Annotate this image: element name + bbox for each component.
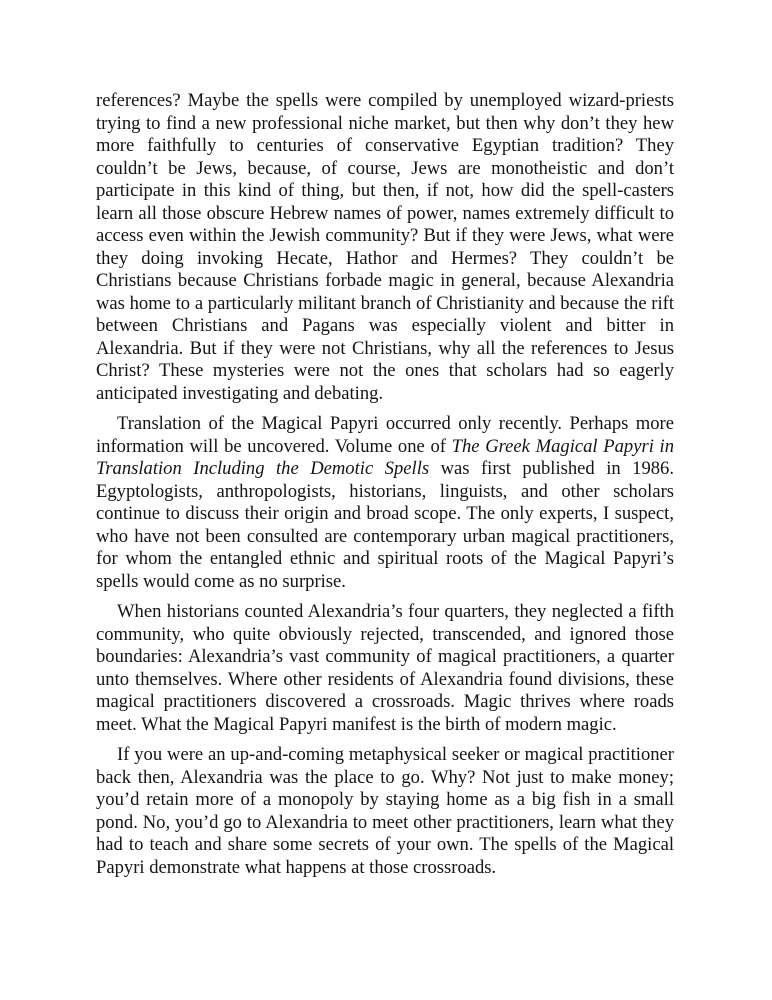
paragraph-text-before-title: Translation of the Magical Papyri occurred only recently. Perhaps more information will be uncovered. Volume one of bbox=[96, 413, 674, 457]
paragraph-text: When historians counted Alexandria’s four quarters, they neglected a fifth community, who quite obviously rejected, transcended, and ignored those boundaries: Alexandria’s vast community of magical practitioners, a quarter unto themselves. Where other residents of Alexandria found divisions, these magical practitioners discovered a crossroads. Magic thrives where roads meet. What the Magical Papyri manifest is the birth of modern magic. bbox=[96, 601, 674, 735]
page-body bbox=[96, 90, 674, 887]
paragraph-quarters bbox=[96, 601, 674, 736]
paragraph-translation bbox=[96, 413, 674, 593]
paragraph-text-after-title: was first published in 1986. Egyptologists, anthropologists, historians, linguists, and other scholars continue to discuss their origin and broad scope. The only experts, I suspect, who have not been consulted are contemporary urban magical practitioners, for whom the entangled ethnic and spiritual roots of the Magical Papyri’s spells would come as no surprise. bbox=[96, 458, 674, 592]
paragraph-text: references? Maybe the spells were compiled by unemployed wizard-priests trying to find a new professional niche market, but then why don’t they hew more faithfully to centuries of conservative Egyptian tradition? They couldn’t be Jews, because, of course, Jews are monotheistic and don’t participate in this kind of thing, but then, if not, how did the spell-casters learn all those obscure Hebrew names of power, names extremely difficult to access even within the Jewish community? But if they were Jews, what were they doing invoking Hecate, Hathor and Hermes? They couldn’t be Christians because Christians forbade magic in general, because Alexandria was home to a particularly militant branch of Christianity and because the rift between Christians and Pagans was especially violent and bitter in Alexandria. But if they were not Christians, why all the references to Jesus Christ? These mysteries were not the ones that scholars had so eagerly anticipated investigating and debating. bbox=[96, 90, 674, 404]
paragraph-continued bbox=[96, 90, 674, 405]
book-title: The Greek Magical Papyri in Translation Including the Demotic Spells bbox=[96, 435, 675, 479]
paragraph-crossroads bbox=[96, 744, 674, 879]
paragraph-text: If you were an up-and-coming metaphysical seeker or magical practitioner back then, Alexandria was the place to go. Why? Not just to make money; you’d retain more of a monopoly by staying home as a big fish in a small pond. No, you’d go to Alexandria to meet other practitioners, learn what they had to teach and share some secrets of your own. The spells of the Magical Papyri demonstrate what happens at those crossroads. bbox=[96, 744, 674, 878]
